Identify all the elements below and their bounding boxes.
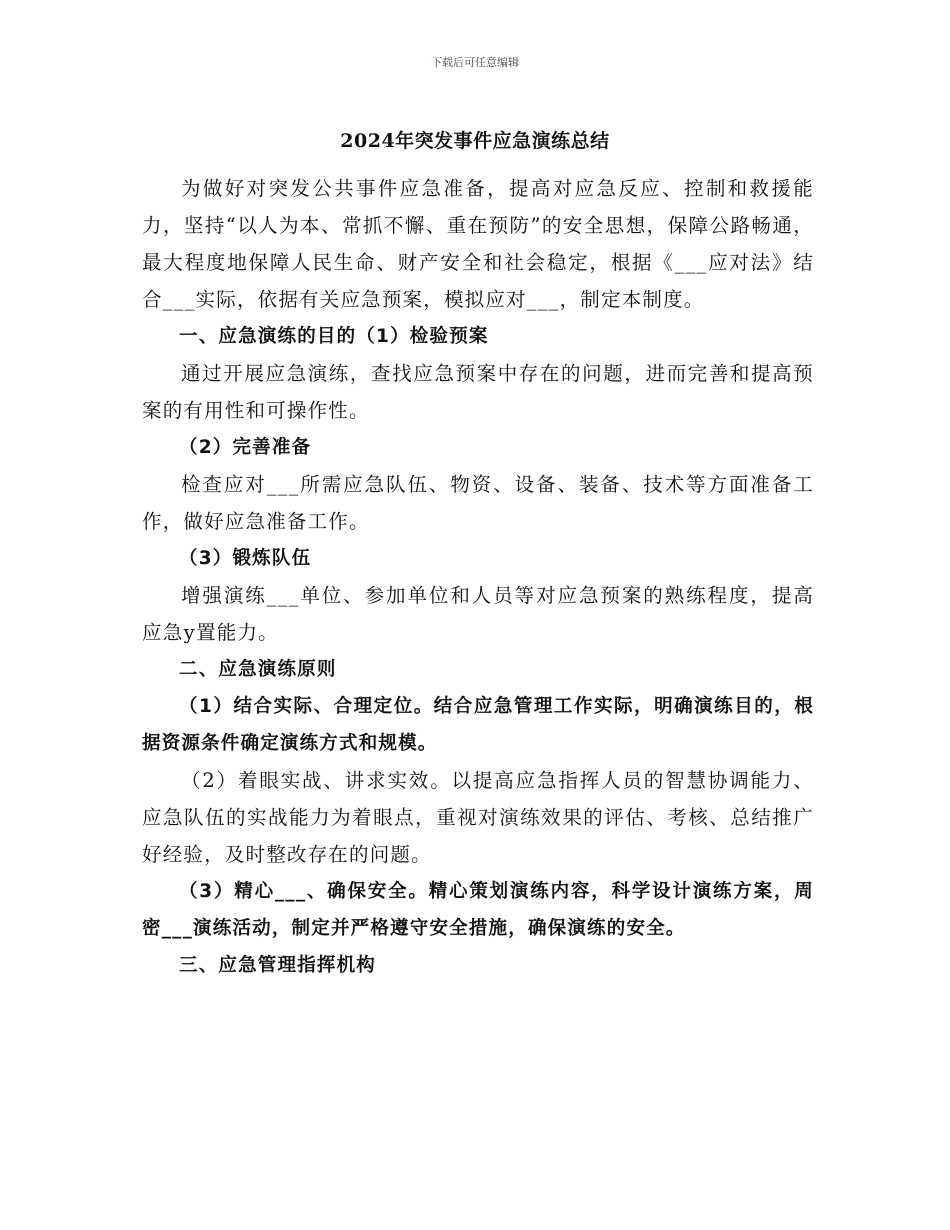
intro-paragraph: 为做好对突发公共事件应急准备，提高对应急反应、控制和救援能力，坚持“以人为本、常抓不懈、重在预防”的安全思想，保障公路畅通，最大程度地保障人民生命、财产安全和社会稳定，根据《___应对法》结合___实际，依据有关应急预案，模拟应对___，制定本制度。	[142, 177, 814, 311]
section-1-heading: 一、应急演练的目的（1）检验预案	[179, 326, 489, 347]
document-title: 2024年突发事件应急演练总结	[340, 130, 610, 152]
section-1-paragraph-1: 通过开展应急演练，查找应急预案中存在的问题，进而完善和提高预案的有用性和可操作性。	[142, 362, 814, 422]
section-1-subheading-3: （3）锻炼队伍	[179, 548, 312, 569]
section-2-principle-3: （3）精心___、确保安全。精心策划演练内容，科学设计演练方案，周密___演练活动，制定并严格遵守安全措施，确保演练的安全。	[142, 881, 814, 939]
section-1-subheading-2: （2）完善准备	[179, 437, 312, 458]
document-body	[142, 170, 814, 984]
section-1-paragraph-2: 检查应对___所需应急队伍、物资、设备、装备、技术等方面准备工作，做好应急准备工作。	[142, 473, 814, 533]
header-note: 下载后可任意编辑	[431, 56, 519, 69]
section-2-heading: 二、应急演练原则	[179, 659, 337, 680]
section-1-paragraph-3: 增强演练___单位、参加单位和人员等对应急预案的熟练程度，提高应急у置能力。	[142, 584, 814, 644]
section-3-heading: 三、应急管理指挥机构	[179, 955, 377, 976]
section-2-principle-1: （1）结合实际、合理定位。结合应急管理工作实际，明确演练目的，根据资源条件确定演练方式和规模。	[142, 696, 814, 754]
section-2-principle-2: （2）着眼实战、讲求实效。以提高应急指挥人员的智慧协调能力、应急队伍的实战能力为着眼点，重视对演练效果的评估、考核、总结推广好经验，及时整改存在的问题。	[142, 769, 814, 866]
